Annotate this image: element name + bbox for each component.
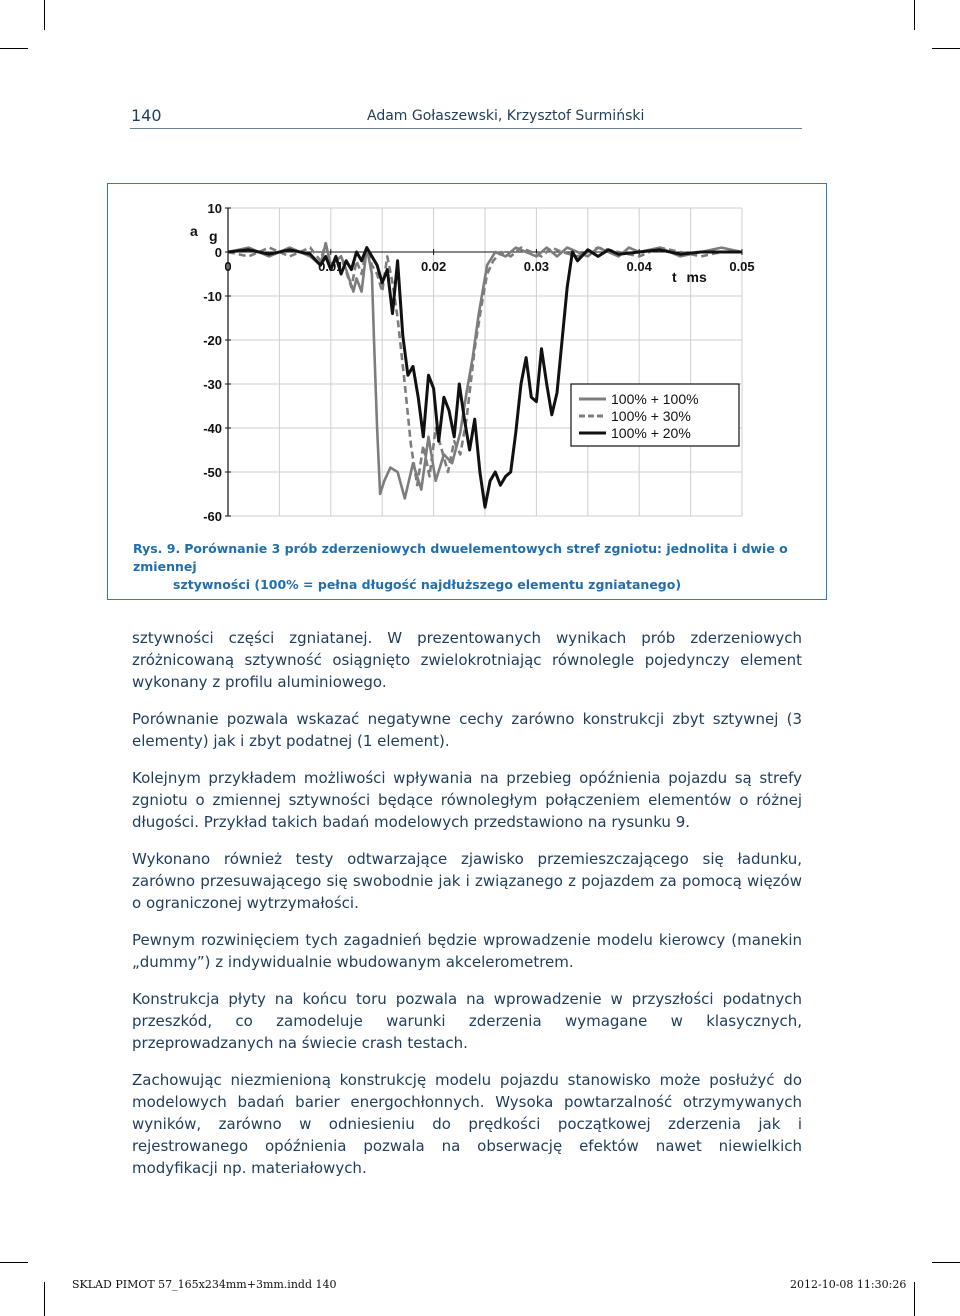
running-head-authors: Adam Gołaszewski, Krzysztof Surmiński [367, 108, 645, 124]
x-tick-label: 0 [224, 259, 232, 274]
x-tick-label: 0.01 [318, 259, 344, 274]
legend-label: 100% + 20% [611, 425, 691, 441]
crop-mark [0, 1262, 28, 1263]
y-tick-label: 0 [214, 245, 222, 260]
paragraph: Konstrukcja płyty na końcu toru pozwala na wprowadzenie w przyszłości podatnych przeszkód, co zamodeluje warunki zderzenia wymagane w klasycznych, przeprowadzanych na świecie crash testach. [132, 990, 802, 1052]
paragraph: Kolejnym przykładem możliwości wpływania na przebieg opóźnienia pojazdu są strefy zgniotu o zmiennej sztywności będące równoległym połączeniem elementów o różnej długości. Przykład takich badań modelowych przedstawiono na rysunku 9. [132, 769, 802, 831]
y-tick-label: -50 [203, 465, 222, 480]
figure-caption [133, 540, 803, 594]
caption-number: Rys. 9. [133, 541, 181, 556]
footer-timestamp: 2012-10-08 11:30:26 [790, 1278, 907, 1291]
body-text [132, 627, 802, 1194]
crop-mark [914, 1282, 915, 1316]
header-rule [130, 128, 802, 129]
crop-mark [0, 48, 28, 49]
x-tick-label: 0.03 [523, 259, 550, 274]
x-tick-label: 0.04 [626, 259, 652, 274]
y-axis-label-g: g [209, 228, 218, 244]
y-tick-label: -30 [203, 377, 222, 392]
y-tick-label: -60 [203, 509, 222, 524]
footer-file: SKLAD PIMOT 57_165x234mm+3mm.indd 140 [72, 1278, 337, 1291]
y-tick-label: -40 [203, 421, 222, 436]
page-number: 140 [131, 106, 162, 125]
paragraph: Wykonano również testy odtwarzające zjawisko przemieszczającego się ładunku, zarówno przesuwającego się swobodnie jak i związanego z pojazdem za pomocą więzów o ograniczonej wytrzymałości. [132, 850, 802, 912]
paragraph: Porównanie pozwala wskazać negatywne cechy zarówno konstrukcji zbyt sztywnej (3 elementy) jak i zbyt podatnej (1 element). [132, 710, 802, 750]
x-tick-label: 0.02 [420, 259, 447, 274]
caption-line2: sztywności (100% = pełna długość najdłuższego elementu zgniatanego) [173, 577, 682, 592]
y-axis-label-a: a [190, 223, 198, 239]
legend-label: 100% + 30% [611, 408, 691, 424]
figure-box [107, 183, 827, 600]
y-tick-label: 10 [207, 201, 222, 216]
crop-mark [932, 1262, 960, 1263]
paragraph: sztywności części zgniatanej. W prezentowanych wynikach prób zderzeniowych zróżnicowaną sztywność osiągnięto zwielokrotniając równolegle pojedynczy element wykonany z profilu aluminiowego. [132, 629, 802, 691]
crop-mark [914, 0, 915, 30]
acceleration-chart [108, 184, 825, 524]
paragraph: Pewnym rozwinięciem tych zagadnień będzie wprowadzenie modelu kierowcy (manekin „dummy”) z indywidualnie wbudowanym akcelerometrem. [132, 931, 802, 971]
y-tick-label: -20 [203, 333, 222, 348]
paragraph: Zachowując niezmienioną konstrukcję modelu pojazdu stanowisko może posłużyć do modelowych badań barier energochłonnych. Wysoka powtarzalność otrzymywanych wyników, zarówno w odniesieniu do prędkości początkowej zderzenia jak i rejestrowanego opóźnienia pozwala na obserwację efektów nawet niewielkich modyfikacji np. materiałowych. [132, 1071, 802, 1177]
y-tick-label: -10 [203, 289, 222, 304]
crop-mark [44, 1282, 45, 1316]
crop-mark [44, 0, 45, 30]
x-axis-label: t ms [672, 269, 707, 285]
caption-line1: Porównanie 3 prób zderzeniowych dwuelementowych stref zgniotu: jednolita i dwie o zmiennej [133, 541, 788, 574]
x-tick-label: 0.05 [729, 259, 755, 274]
legend-label: 100% + 100% [611, 391, 699, 407]
crop-mark [932, 48, 960, 49]
